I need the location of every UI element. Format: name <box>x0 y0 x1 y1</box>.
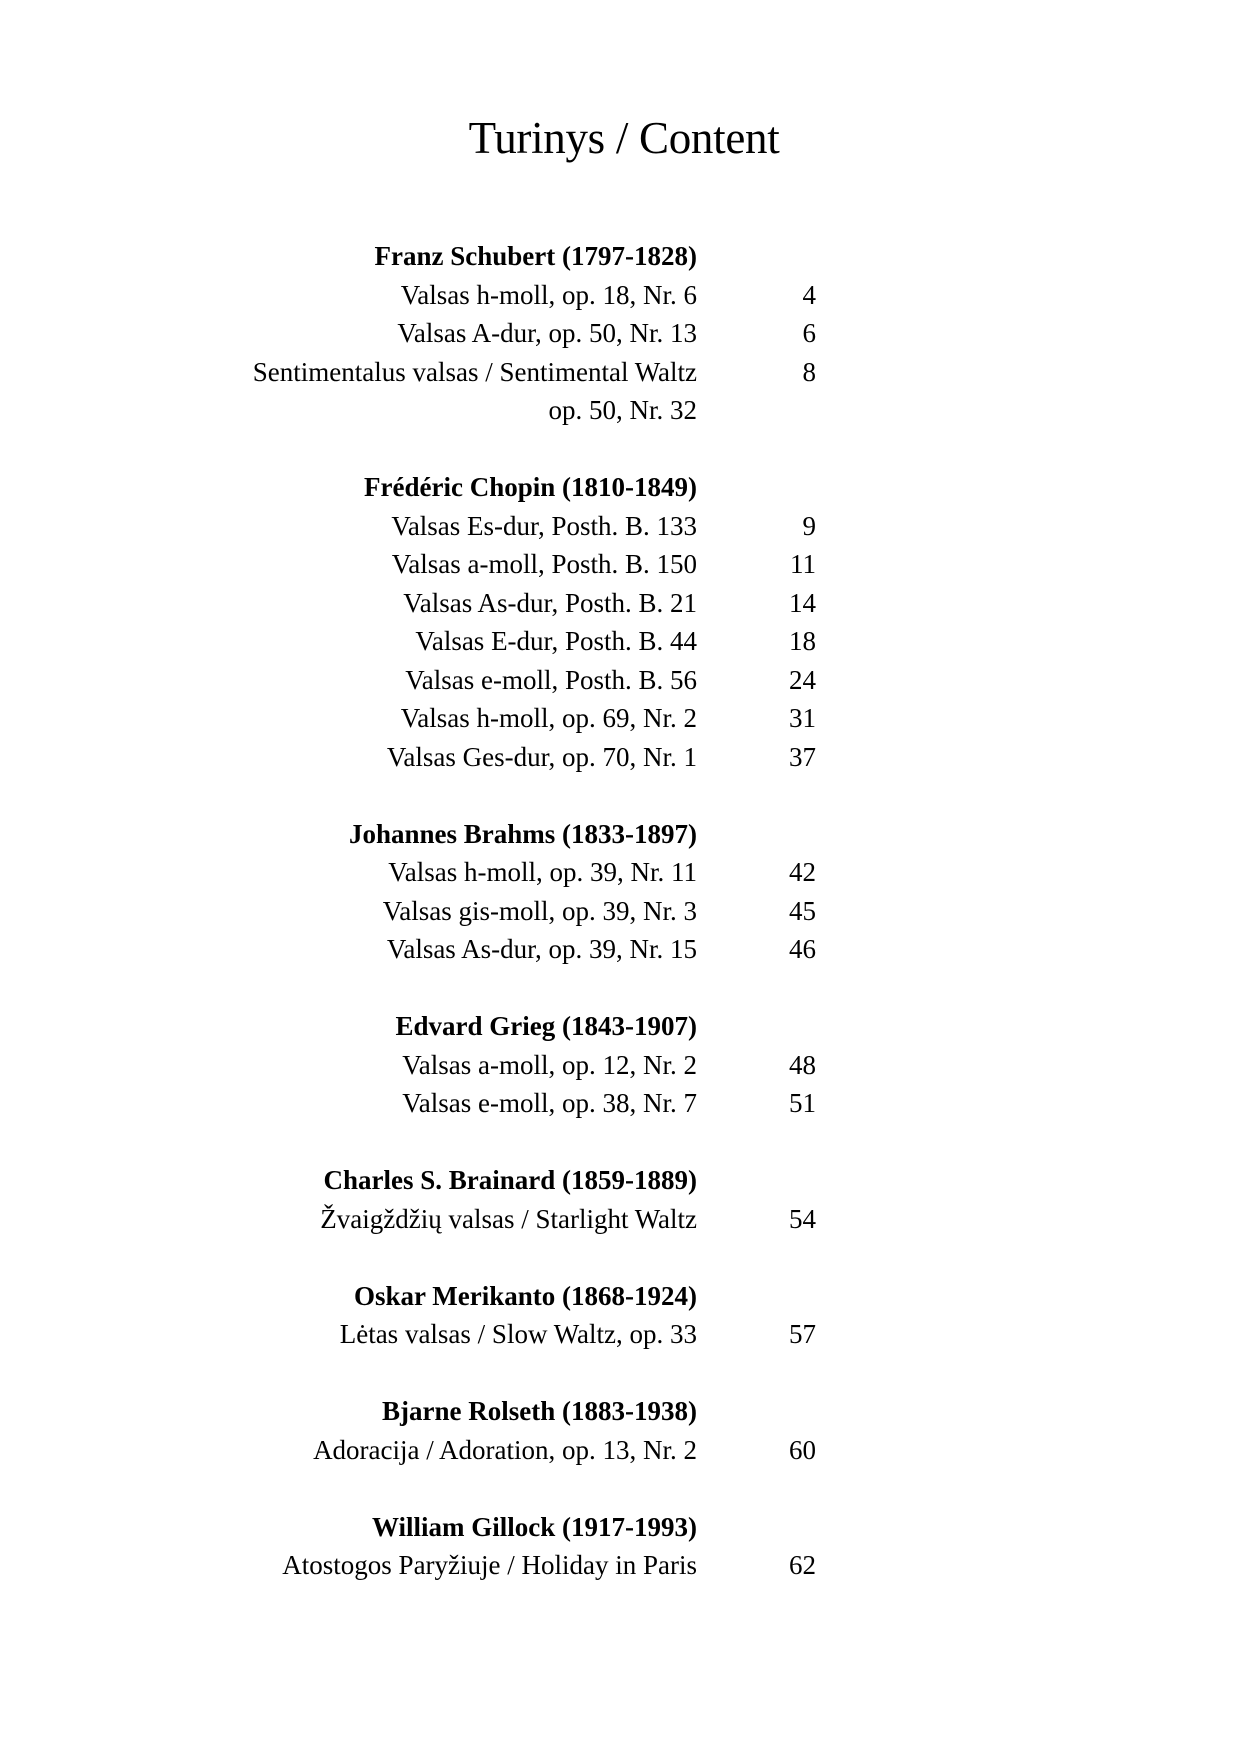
toc-entry[interactable] <box>0 507 1241 546</box>
composer-heading-row <box>0 815 1241 854</box>
toc-entry-title: Valsas As-dur, op. 39, Nr. 15 <box>386 934 697 964</box>
composer-heading: Edvard Grieg (1843-1907) <box>395 1011 697 1041</box>
toc-entry[interactable] <box>0 1046 1241 1085</box>
toc-entry[interactable] <box>0 391 1241 430</box>
composer-heading: Bjarne Rolseth (1883-1938) <box>382 1396 697 1426</box>
toc-entry[interactable] <box>0 584 1241 623</box>
toc-entry-page-number: 62 <box>789 1550 816 1580</box>
toc-entry-title: Žvaigždžių valsas / Starlight Waltz <box>320 1203 697 1234</box>
toc-entry[interactable] <box>0 892 1241 931</box>
toc-entry-page-number: 4 <box>802 279 816 310</box>
toc-entry-title: Lėtas valsas / Slow Waltz, op. 33 <box>339 1319 697 1349</box>
toc-entry-title: Valsas e-moll, Posth. B. 56 <box>405 664 697 695</box>
toc-entry-page-number: 54 <box>789 1203 816 1234</box>
toc-entry-page-number: 57 <box>789 1319 816 1349</box>
toc-section <box>0 468 1241 776</box>
toc-entry-page-number: 60 <box>789 1434 816 1465</box>
toc-entry-title: Sentimentalus valsas / Sentimental Waltz <box>252 356 697 387</box>
toc-entry-title: Valsas a-moll, op. 12, Nr. 2 <box>402 1049 697 1080</box>
toc-entry[interactable] <box>0 314 1241 353</box>
toc-section <box>0 1508 1241 1585</box>
toc-entry-title: op. 50, Nr. 32 <box>548 395 697 425</box>
toc-entry-page-number: 18 <box>789 626 816 656</box>
toc-entry-title: Valsas h-moll, op. 18, Nr. 6 <box>400 279 697 310</box>
toc-section <box>0 1007 1241 1123</box>
toc-entry-title: Valsas e-moll, op. 38, Nr. 7 <box>402 1088 697 1118</box>
composer-heading: Frédéric Chopin (1810-1849) <box>364 472 697 502</box>
toc-entry-title: Valsas Es-dur, Posth. B. 133 <box>391 510 697 541</box>
toc-section <box>0 1277 1241 1354</box>
composer-heading: Johannes Brahms (1833-1897) <box>348 818 697 849</box>
toc-entry[interactable] <box>0 853 1241 892</box>
toc-entry-title: Valsas h-moll, op. 69, Nr. 2 <box>400 703 697 733</box>
toc-entry-title: Valsas gis-moll, op. 39, Nr. 3 <box>382 895 697 926</box>
toc-entry[interactable] <box>0 276 1241 315</box>
toc-entry-page-number: 31 <box>789 703 816 733</box>
toc-section <box>0 237 1241 430</box>
toc-entry-page-number: 14 <box>789 587 816 618</box>
toc-section <box>0 1161 1241 1238</box>
toc-entry-page-number: 9 <box>802 510 816 541</box>
toc-entry-page-number: 24 <box>789 664 816 695</box>
toc-entry[interactable] <box>0 930 1241 969</box>
composer-heading-row <box>0 1277 1241 1316</box>
toc-entry[interactable] <box>0 661 1241 700</box>
toc-entry-page-number: 8 <box>802 356 816 387</box>
toc-entry-title: Atostogos Paryžiuje / Holiday in Paris <box>282 1550 697 1580</box>
composer-heading: William Gillock (1917-1993) <box>372 1511 697 1542</box>
toc-entry[interactable] <box>0 738 1241 777</box>
toc-entry-page-number: 51 <box>789 1088 816 1118</box>
toc-entry[interactable] <box>0 1200 1241 1239</box>
toc-entry[interactable] <box>0 1546 1241 1585</box>
toc-entry-page-number: 6 <box>802 318 816 348</box>
toc-entry-title: Valsas As-dur, Posth. B. 21 <box>403 587 697 618</box>
composer-heading-row <box>0 1392 1241 1431</box>
toc-entry[interactable] <box>0 353 1241 392</box>
toc-entry-page-number: 46 <box>789 934 816 964</box>
toc-entry-page-number: 11 <box>790 549 816 579</box>
composer-heading: Charles S. Brainard (1859-1889) <box>323 1165 697 1195</box>
toc-entry-page-number: 42 <box>789 857 816 887</box>
toc-section <box>0 1392 1241 1469</box>
toc-entry-title: Valsas A-dur, op. 50, Nr. 13 <box>397 318 697 348</box>
composer-heading-row <box>0 1161 1241 1200</box>
toc-section <box>0 815 1241 969</box>
toc-entry-page-number: 37 <box>789 741 816 772</box>
page-title: Turinys / Content <box>468 113 780 163</box>
toc-entry[interactable] <box>0 1431 1241 1470</box>
toc-entry[interactable] <box>0 1315 1241 1354</box>
composer-heading-row <box>0 1007 1241 1046</box>
composer-heading: Franz Schubert (1797-1828) <box>374 241 697 271</box>
toc-entry-title: Valsas Ges-dur, op. 70, Nr. 1 <box>386 741 697 772</box>
composer-heading-row <box>0 468 1241 507</box>
toc-entry-page-number: 45 <box>789 895 816 926</box>
toc-entry-title: Valsas E-dur, Posth. B. 44 <box>415 626 697 656</box>
toc-entry[interactable] <box>0 699 1241 738</box>
toc-entry-title: Valsas h-moll, op. 39, Nr. 11 <box>388 857 697 887</box>
toc-entry[interactable] <box>0 1084 1241 1123</box>
composer-heading-row <box>0 237 1241 276</box>
table-of-contents <box>0 237 1241 1623</box>
toc-entry[interactable] <box>0 545 1241 584</box>
composer-heading: Oskar Merikanto (1868-1924) <box>354 1280 697 1311</box>
toc-entry[interactable] <box>0 622 1241 661</box>
toc-entry-page-number: 48 <box>789 1049 816 1080</box>
toc-entry-title: Adoracija / Adoration, op. 13, Nr. 2 <box>313 1434 697 1465</box>
toc-entry-title: Valsas a-moll, Posth. B. 150 <box>391 549 697 579</box>
composer-heading-row <box>0 1508 1241 1547</box>
